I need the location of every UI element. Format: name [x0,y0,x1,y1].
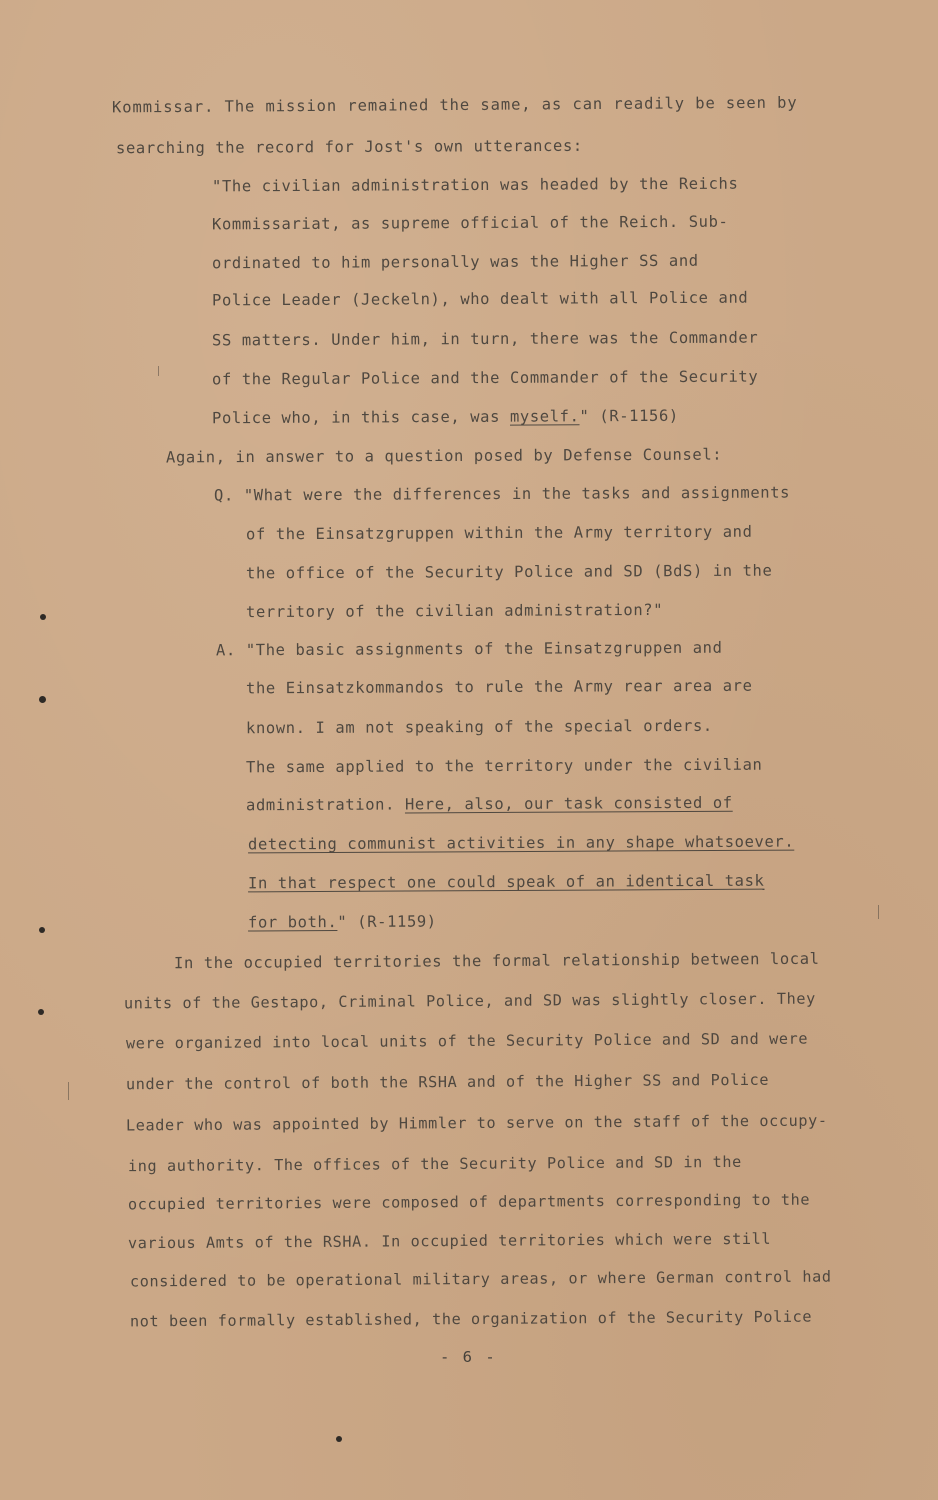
text-line-23: In the occupied territories the formal relationship between local [173,949,820,973]
paper-speck [38,1009,44,1015]
text-line-11: Q. "What were the differences in the tasks and assignments [213,483,791,505]
text-line-30: various Amts of the RSHA. In occupied territories which were still [127,1229,772,1253]
text-line-8: of the Regular Police and the Commander of the Security [211,367,759,389]
text-line-31: considered to be operational military areas, or where German control had [129,1267,832,1291]
paper-speck [40,614,46,620]
text-line-28: ing authority. The offices of the Security Police and SD in the [127,1152,742,1176]
text-line-18: The same applied to the territory under the civilian [245,755,763,777]
text-line-27: Leader who was appointed by Himmler to serve on the staff of the occupy- [125,1111,828,1135]
text-line-32: not been formally established, the organization of the Security Police [129,1307,813,1331]
citation: " (R-1156) [579,406,679,426]
text-line-21: In that respect one could speak of an identical task [247,871,765,893]
text-line-9-part-1: Police who, in this case, was [211,407,511,428]
page-number: - 6 - [440,1348,497,1366]
text-line-3: "The civilian administration was headed by the Reichs [211,174,739,196]
paper-mark [878,905,879,919]
underlined-text: myself. [509,407,580,426]
text-line-6: Police Leader (Jeckeln), who dealt with all Police and [211,288,749,310]
text-line-26: under the control of both the RSHA and of the Higher SS and Police [125,1070,770,1094]
text-line-14: territory of the civilian administration?" [245,600,664,622]
underlined-text: Here, also, our task consisted of [404,793,733,814]
text-line-5: ordinated to him personally was the Higher SS and [211,251,699,273]
text-line-13: the office of the Security Police and SD (BdS) in the [245,561,773,583]
text-line-16: the Einsatzkommandos to rule the Army rear area are [245,676,753,698]
underlined-text: for both. [247,913,338,932]
text-line-2: searching the record for Jost's own utterances: [115,136,583,158]
text-line-1: Kommissar. The mission remained the same, as can readily be seen by [111,93,798,117]
text-line-24: units of the Gestapo, Criminal Police, and SD was slightly closer. They [123,989,816,1013]
text-line-10: Again, in answer to a question posed by Defense Counsel: [165,445,723,467]
text-line-19 [246,794,733,815]
text-line-22 [248,913,437,932]
paper-speck [39,927,45,933]
text-line-7: SS matters. Under him, in turn, there was the Commander [211,328,759,350]
paper-speck [39,696,46,703]
text-line-20: detecting communist activities in any shape whatsoever. [247,832,795,854]
text-line-15: A. "The basic assignments of the Einsatzgruppen and [215,638,723,660]
text-line-29: occupied territories were composed of departments corresponding to the [127,1190,811,1214]
text-line-25: were organized into local units of the Security Police and SD and were [125,1029,809,1053]
text-line-9 [212,407,679,427]
paper-mark [158,366,159,376]
text-line-19-part-1: administration. [245,795,405,815]
paper-speck [336,1436,342,1442]
text-line-12: of the Einsatzgruppen within the Army territory and [245,522,753,544]
citation: " (R-1159) [337,912,437,932]
text-line-4: Kommissariat, as supreme official of the Reich. Sub- [211,212,729,234]
text-line-17: known. I am not speaking of the special orders. [245,716,713,738]
paper-mark [68,1082,69,1100]
